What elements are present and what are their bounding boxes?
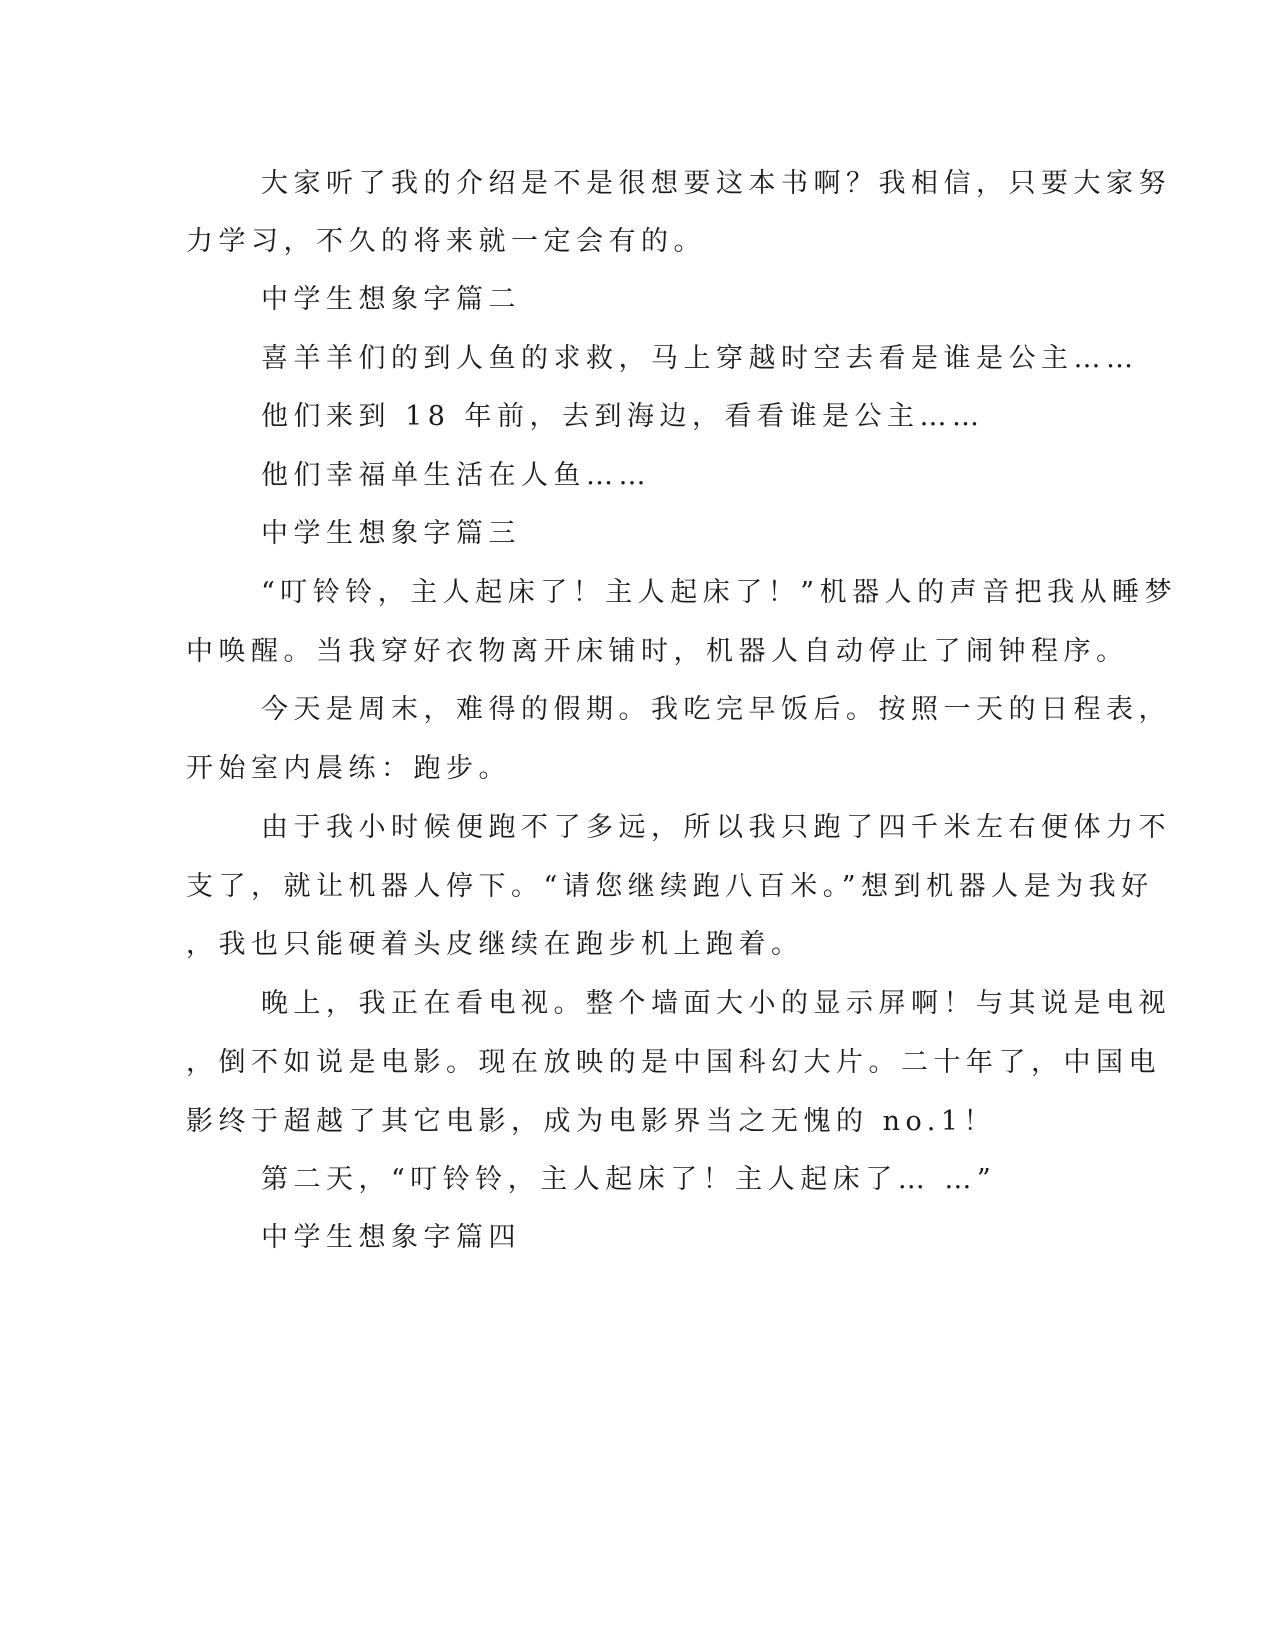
paragraph-line: 中唤醒。当我穿好衣物离开床铺时，机器人自动停止了闹钟程序。 [186, 636, 1129, 667]
paragraph-line: 由于我小时候便跑不了多远，所以我只跑了四千米左右便体力不 [261, 812, 1171, 843]
paragraph-line: 支了，就让机器人停下。“请您继续跑八百米。”想到机器人是为我好 [186, 871, 1154, 902]
paragraph-line: ，倒不如说是电影。现在放映的是中国科幻大片。二十年了，中国电 [186, 1047, 1161, 1078]
paragraph-line: 大家听了我的介绍是不是很想要这本书啊？我相信，只要大家努 [261, 168, 1171, 199]
paragraph-line: ，我也只能硬着头皮继续在跑步机上跑着。 [186, 929, 804, 960]
paragraph-line: 晚上，我正在看电视。整个墙面大小的显示屏啊！与其说是电视 [261, 988, 1171, 1019]
paragraph-line: 第二天，“叮铃铃，主人起床了！主人起床了… …” [261, 1164, 997, 1195]
section-heading: 中学生想象字篇三 [261, 518, 521, 549]
section-heading: 中学生想象字篇二 [261, 284, 521, 315]
paragraph-line: 力学习，不久的将来就一定会有的。 [186, 226, 706, 257]
paragraph-line: 开始室内晨练：跑步。 [186, 753, 511, 784]
paragraph-line: 他们幸福单生活在人鱼…… [261, 460, 651, 491]
paragraph-line: 影终于超越了其它电影，成为电影界当之无愧的 no.1！ [186, 1106, 997, 1137]
paragraph-line: “叮铃铃，主人起床了！主人起床了！”机器人的声音把我从睡梦 [261, 577, 1178, 608]
section-heading: 中学生想象字篇四 [261, 1222, 521, 1253]
paragraph-line: 今天是周末，难得的假期。我吃完早饭后。按照一天的日程表， [261, 694, 1171, 725]
paragraph-line: 喜羊羊们的到人鱼的求救，马上穿越时空去看是谁是公主…… [261, 343, 1139, 374]
paragraph-line: 他们来到 18 年前，去到海边，看看谁是公主…… [261, 401, 985, 432]
